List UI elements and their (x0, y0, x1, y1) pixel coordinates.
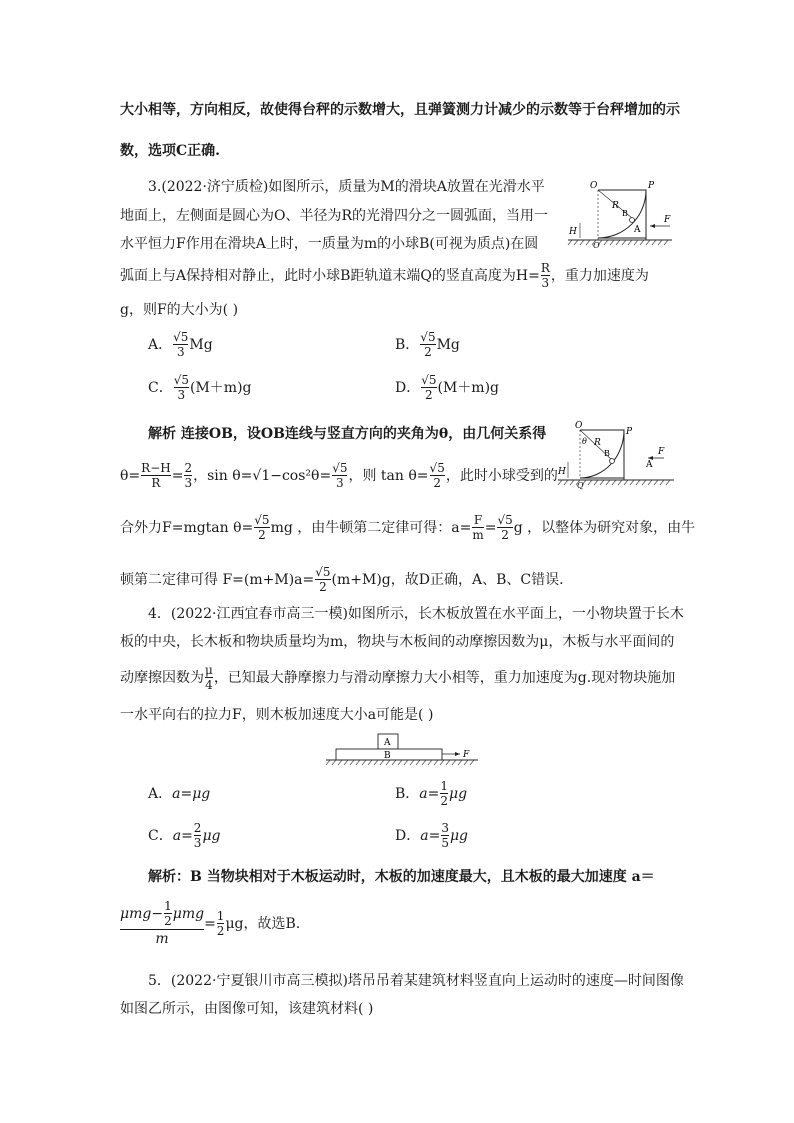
sol3-line-1: 解析 连接OB，设OB连线与竖直方向的夹角为θ，由几何关系得 (148, 426, 547, 442)
q4-figure (322, 732, 482, 768)
fig-label-q: Q (593, 241, 600, 248)
q4-option-a[interactable]: A．a=μg (148, 786, 211, 802)
fig-label-a: A (634, 225, 641, 235)
q3-option-a[interactable]: A． $\frac{√5}{3}$ Mg (148, 330, 213, 359)
svg-text:θ: θ (582, 437, 587, 446)
svg-text:R: R (594, 438, 601, 448)
q3-option-c[interactable]: C． $\frac{√5}{3}$ (M＋m)g (148, 373, 252, 402)
q3-line-2: 地面上，左侧面是圆心为O、半径为R的光滑四分之一圆弧面，当用一 (120, 208, 549, 224)
q3-line-1: 3.(2022·济宁质检)如图所示，质量为M的滑块A放置在光滑水平 (148, 179, 545, 195)
q4-option-b[interactable]: B．a= $\frac{1}{2}$ μg (395, 779, 468, 808)
fig-label-f: F (664, 215, 671, 225)
q3-line-5: g，则F的大小为( ) (120, 302, 239, 318)
fig-label-r: R (612, 201, 619, 211)
q4-option-d[interactable]: D．a= $\frac{3}{5}$ μg (395, 821, 469, 850)
svg-text:Q: Q (577, 481, 584, 490)
q4-line-2: 板的中央，长木板和物块质量均为m，物块与木板间的动摩擦因数为μ，木板与水平面间的 (120, 634, 675, 650)
q4-line-4: 一水平向右的拉力F，则木板加速度大小a可能是( ) (120, 707, 434, 723)
prev-line-2: 数，选项C正确. (120, 143, 221, 159)
q3-figure (560, 178, 680, 248)
q5-line-1: 5．(2022·宁夏银川市高三模拟)塔吊吊着某建筑材料竖直向上运动时的速度—时间图像 (148, 973, 684, 989)
fig-label-f: F (463, 750, 470, 760)
fig-label-b: B (622, 209, 628, 218)
fig-label-b: B (384, 751, 391, 761)
svg-text:A: A (646, 460, 653, 470)
svg-text:B: B (604, 449, 610, 458)
sol3-line-4: 顿第二定律可得 F=(m+M)a= $\frac{√5}{2}$ (m+M)g，故D正确，A、B、C错误. (120, 565, 564, 594)
q3-line-3: 水平恒力F作用在滑块A上时，一质量为m的小球B(可视为质点)在圆 (120, 236, 539, 252)
sol3-line-2: θ= $\frac{R-H}{R}$ = $\frac{2}{3}$ ，sin θ=√1−cos²θ= $\frac{√5}{3}$ ，则 tan θ= $\frac{√5}{2}$ ，此时小球受到的 (120, 461, 558, 490)
q4-line-3: 动摩擦因数为 $\frac{\mu}{4}$ ，已知最大静摩擦力与滑动摩擦力大小相等，重力加速度为g.现对物块施加 (120, 663, 676, 692)
prev-line-1: 大小相等，方向相反，故使得台秤的示数增大，且弹簧测力计减少的示数等于台秤增加的示 (120, 102, 680, 118)
fig-label-p: P (648, 181, 655, 191)
sol3-figure (554, 420, 679, 490)
fig-label-h: H (569, 227, 577, 237)
q3-option-d[interactable]: D． $\frac{√5}{2}$ (M＋m)g (395, 373, 500, 402)
fig-label-o: O (590, 181, 598, 191)
q4-line-1: 4．(2022·江西宜春市高三一模)如图所示，长木板放置在水平面上，一小物块置于长木 (148, 606, 684, 622)
svg-text:O: O (575, 421, 583, 431)
sol4-line-1: 解析：B 当物块相对于木板运动时，木板的加速度最大，且木板的最大加速度 a＝ (148, 869, 655, 885)
q3-line-4: 弧面上与A保持相对静止，此时小球B距轨道末端Q的竖直高度为H= $\frac{R}{3}$ ，重力加速度为 (120, 261, 649, 290)
q3-option-b[interactable]: B． $\frac{√5}{2}$ Mg (395, 330, 460, 359)
svg-text:F: F (658, 447, 665, 457)
q4-option-c[interactable]: C．a= $\frac{2}{3}$ μg (148, 821, 221, 850)
sol4-formula: μmg− $\frac{1}{2}$ μmg m = $\frac{1}{2}$ μg，故选B. (120, 899, 301, 947)
svg-text:H: H (558, 467, 566, 477)
q5-line-2: 如图乙所示，由图像可知，该建筑材料( ) (120, 1001, 374, 1017)
sol3-line-3: 合外力F=mgtan θ= $\frac{√5}{2}$ mg ，由牛顿第二定律可得：a= $\frac{F}{m}$ = $\frac{√5}{2}$ g ，以整体为研究对象，由牛 (120, 513, 696, 542)
svg-text:P: P (626, 427, 633, 437)
fig-label-a: A (384, 738, 391, 748)
